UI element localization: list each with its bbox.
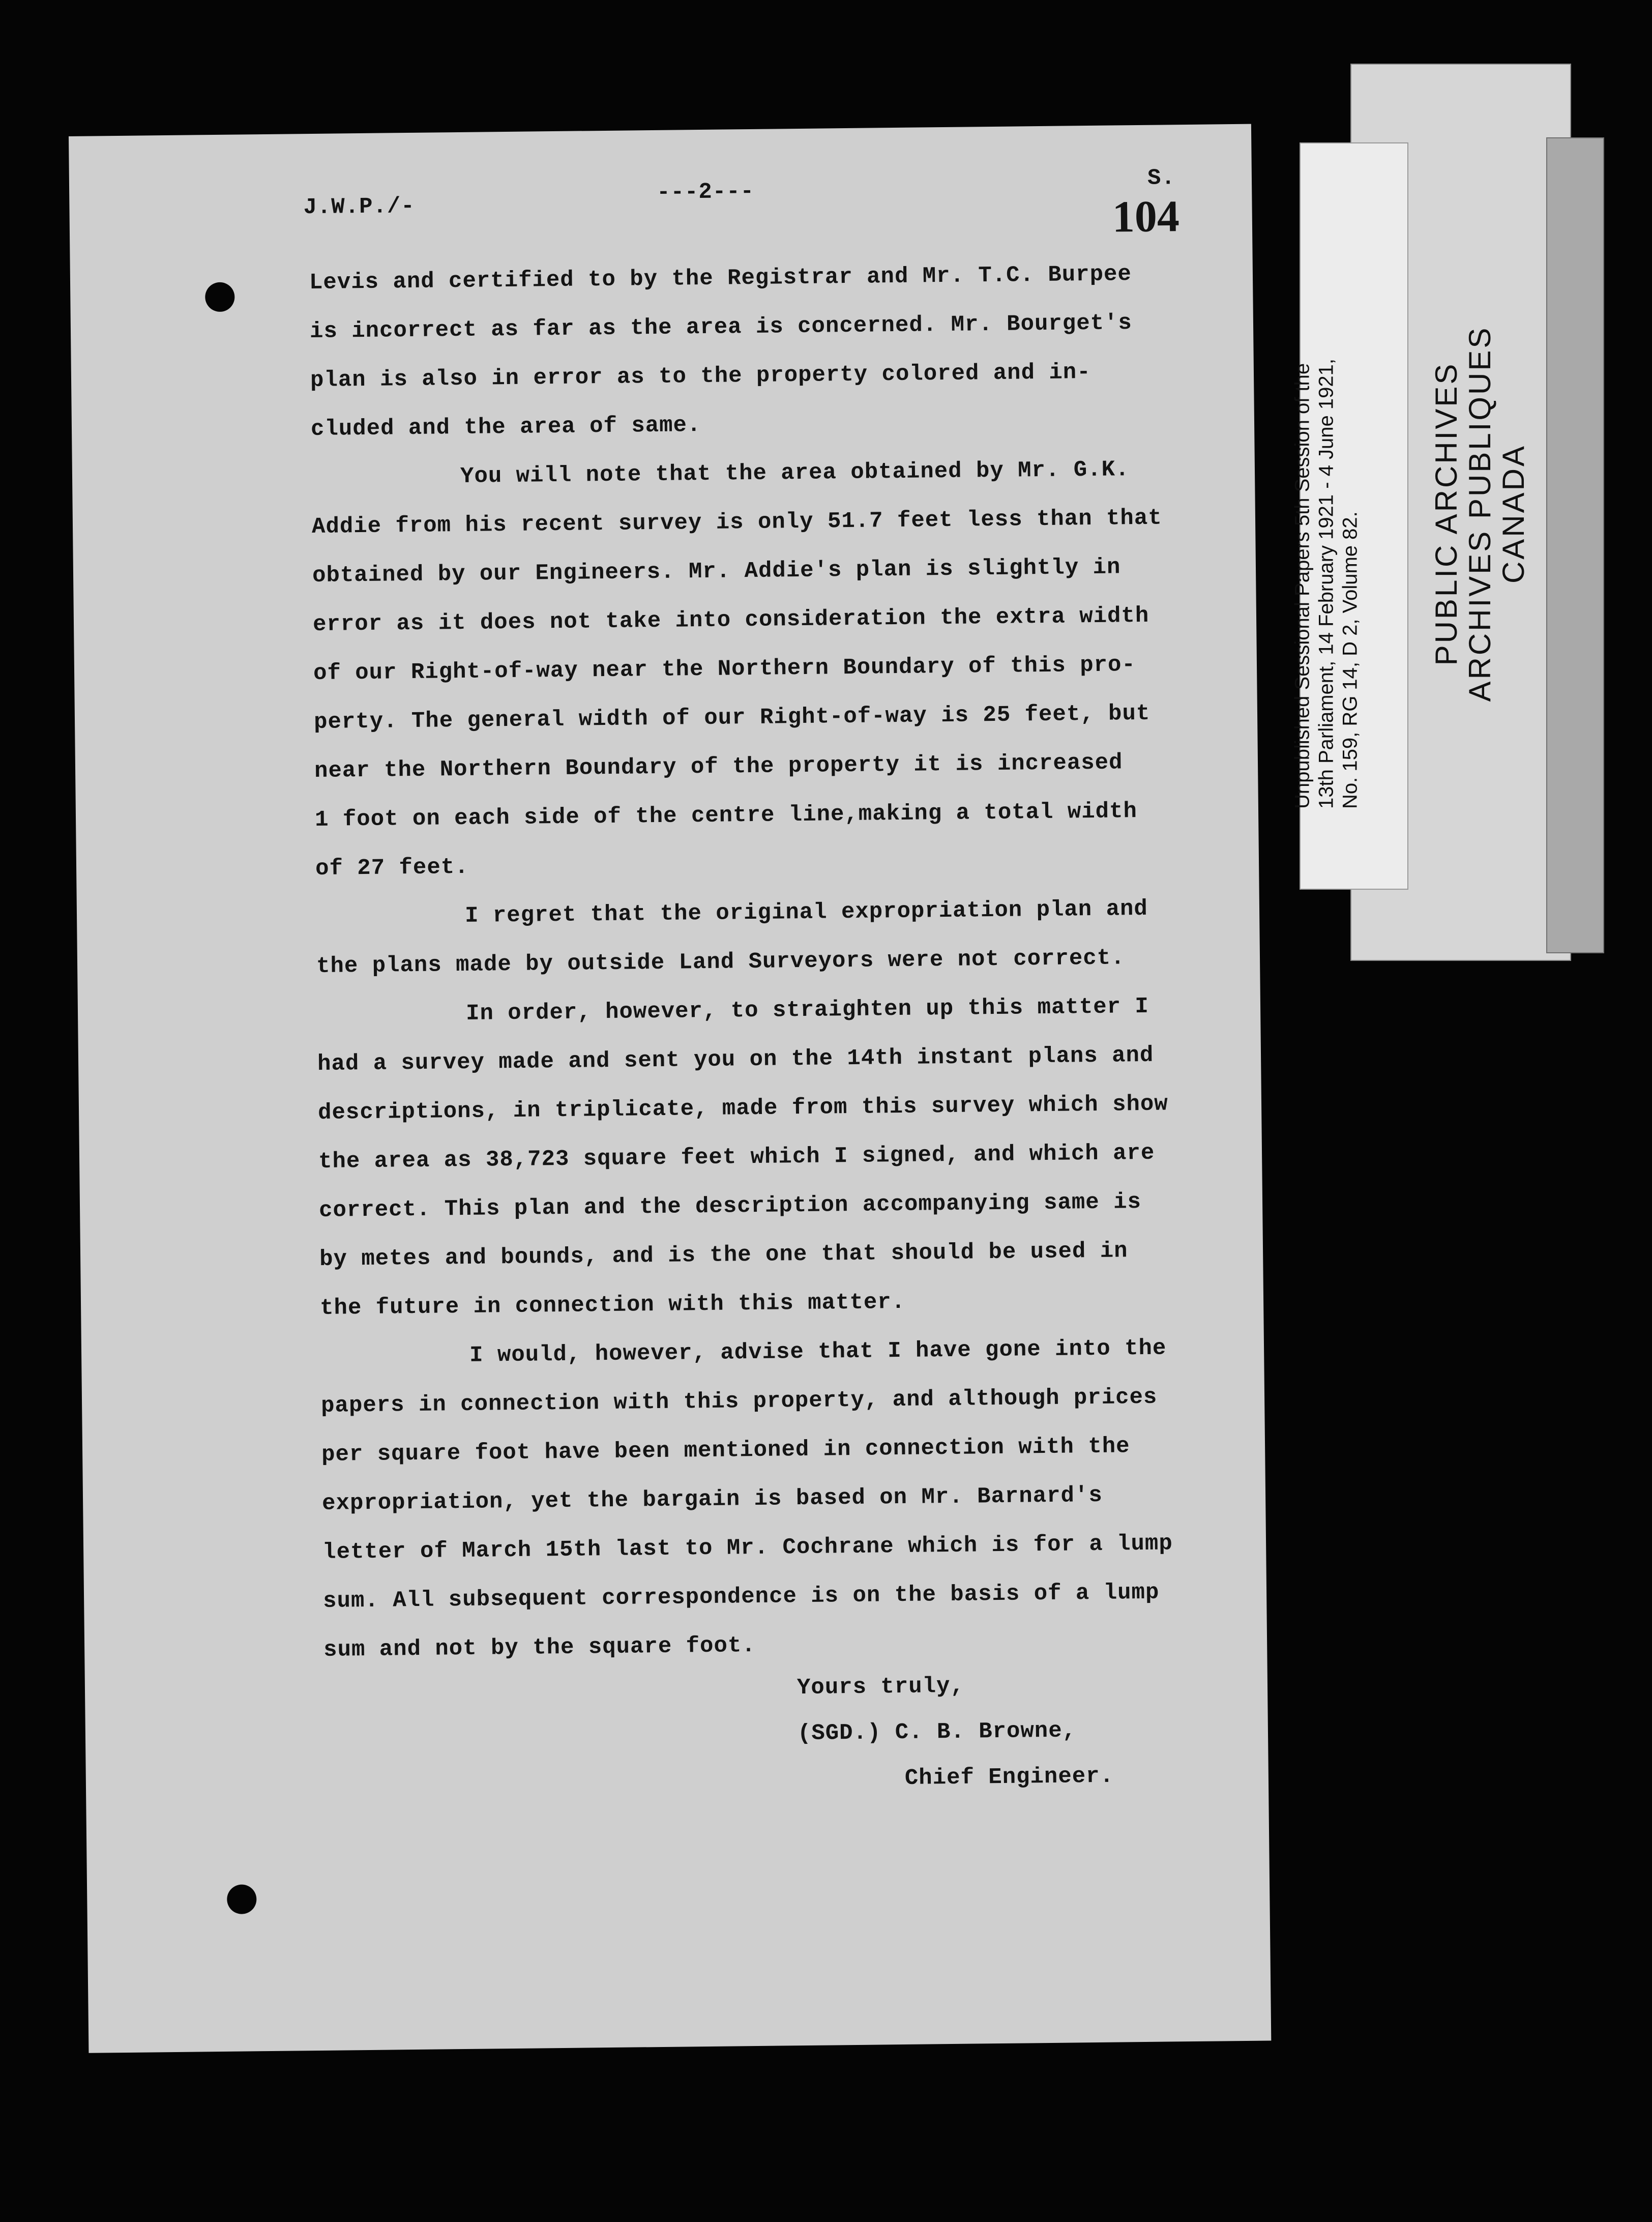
text-line: perty. The general width of our Right-of-way is 25 feet, but [313,700,1150,736]
text-line: the area as 38,723 square feet which I signed, and which are [318,1140,1155,1175]
stamp-line: PUBLIC ARCHIVES [1429,362,1463,666]
signatory-title: Chief Engineer. [904,1763,1114,1791]
citation-line: Unpublished Sessional Papers 5th Session of the [1291,363,1314,809]
text-line: plan is also in error as to the property colored and in- [310,359,1091,394]
signature: (SGD.) C. B. Browne, [797,1718,1077,1747]
s-mark: S. [1147,165,1176,191]
text-line: expropriation, yet the bargain is based on Mr. Barnard's [321,1482,1103,1516]
archive-folder-edge [1546,137,1604,953]
text-line: descriptions, in triplicate, made from this survey which show [317,1091,1168,1126]
text-line: of 27 feet. [315,854,469,882]
text-line: obtained by our Engineers. Mr. Addie's plan is slightly in [312,554,1121,589]
text-line: per square foot have been mentioned in connection with the [321,1434,1130,1468]
archive-citation [1291,219,1363,809]
stamp-line: ARCHIVES PUBLIQUES [1463,326,1497,702]
text-line: Addie from his recent survey is only 51.7 feet less than that [311,505,1162,540]
text-line: is incorrect as far as the area is concerned. Mr. Bourget's [309,310,1133,345]
text-line: the future in connection with this matter. [319,1289,906,1321]
text-line: cluded and the area of same. [310,413,701,443]
closing: Yours truly, [796,1673,965,1701]
text-line: I would, however, advise that I have gone into the [469,1335,1167,1368]
text-line: correct. This plan and the description accompanying same is [318,1189,1142,1223]
text-line: sum and not by the square foot. [323,1633,756,1663]
text-line: near the Northern Boundary of the property it is increased [314,750,1123,784]
text-line: had a survey made and sent you on the 14th instant plans and [317,1042,1154,1077]
archives-stamp [1430,285,1530,743]
text-line: I regret that the original expropriation plan and [464,896,1148,929]
text-line: by metes and bounds, and is the one that should be used in [319,1238,1128,1272]
page-marker: ---2--- [656,179,755,206]
text-line: Levis and certified to by the Registrar and Mr. T.C. Burpee [309,261,1132,296]
text-line: the plans made by outside Land Surveyors were not correct. [316,945,1125,979]
text-line: error as it does not take into consideration the extra width [312,603,1149,638]
text-line: papers in connection with this property, and although prices [320,1384,1158,1419]
text-line: 1 foot on each side of the centre line,making a total width [314,799,1138,833]
page-number-stamp: 104 [1112,192,1180,242]
text-line: sum. All subsequent correspondence is on the basis of a lump [322,1580,1160,1614]
reference-initials: J.W.P./- [303,193,415,221]
citation-line: No. 159, RG 14, D 2, Volume 82. [1339,511,1362,809]
letter-page [69,124,1271,2053]
stamp-line: CANADA [1496,444,1530,584]
citation-line: 13th Parliament, 14 February 1921 - 4 June 1921, [1315,359,1338,809]
text-line: letter of March 15th last to Mr. Cochrane which is for a lump [322,1531,1173,1565]
text-line: of our Right-of-way near the Northern Boundary of this pro- [313,652,1136,687]
punch-hole [205,282,235,312]
text-line: In order, however, to straighten up this matter I [465,993,1149,1027]
punch-hole [227,1884,257,1914]
letter-body [309,250,1174,1675]
text-line: You will note that the area obtained by Mr. G.K. [460,457,1130,489]
